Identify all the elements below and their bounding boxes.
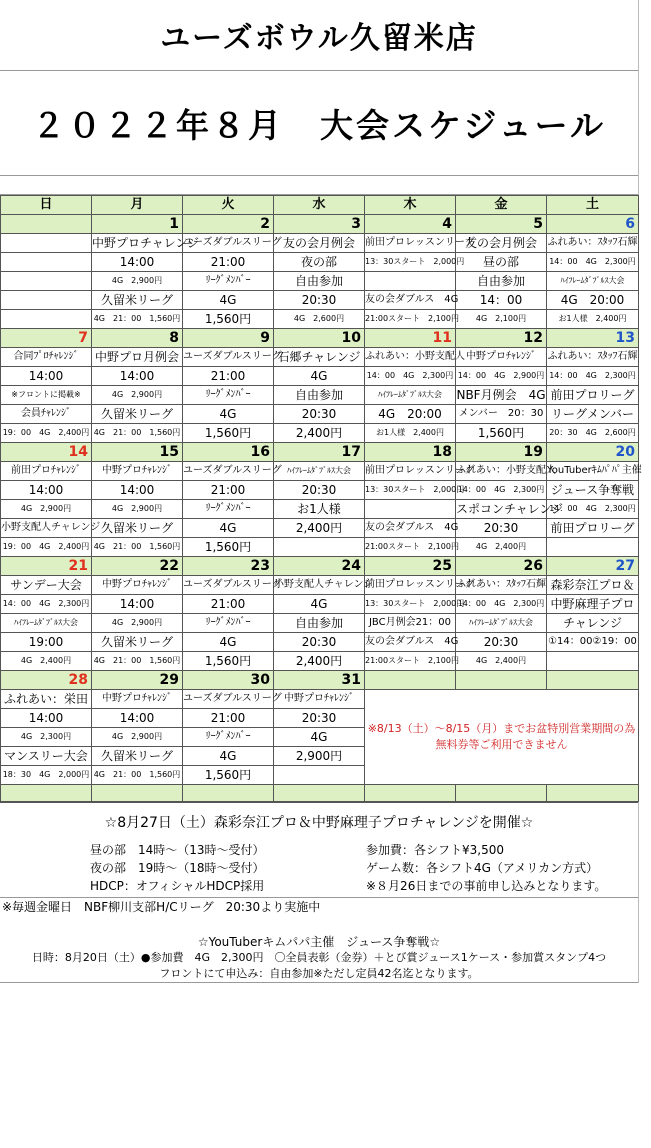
event-cell: 1,560円 xyxy=(183,538,274,557)
entry-deadline: ※８月26日までの事前申し込みとなります。 xyxy=(366,879,607,893)
event-cell: 4G 21：00 1,560円 xyxy=(92,652,183,671)
weekday-label: 土 xyxy=(547,196,639,215)
date-number: 1 xyxy=(92,215,183,234)
event-cell: 4G 2,900円 xyxy=(92,728,183,747)
event-row xyxy=(1,481,639,500)
event-cell: ユーズダブルスリーグ xyxy=(183,234,274,253)
date-number: 18 xyxy=(365,443,456,462)
event-cell: メンバー 20：30 xyxy=(456,405,547,424)
event-cell: ﾘｰｸﾞﾒﾝﾊﾞｰ xyxy=(183,386,274,405)
event-cell xyxy=(274,538,365,557)
event-cell xyxy=(365,500,456,519)
event-cell: 4G 2,900円 xyxy=(1,500,92,519)
footer-band-cell xyxy=(1,785,92,802)
event-cell: チャレンジ xyxy=(547,614,639,633)
event-cell: 中野プロﾁｬﾚﾝｼﾞ xyxy=(92,690,183,709)
event-cell: 前田プロレッスンリーグ xyxy=(365,576,456,595)
event-cell: ※フロントに掲載※ xyxy=(1,386,92,405)
event-cell: 自由参加 xyxy=(456,272,547,291)
store-name: ユーズボウル久留米店 xyxy=(0,0,638,71)
event-cell xyxy=(365,272,456,291)
event-cell: 久留米リーグ xyxy=(92,291,183,310)
event-row xyxy=(1,405,639,424)
date-row xyxy=(1,671,639,690)
event-cell: 4G 21：00 1,560円 xyxy=(92,766,183,785)
event-cell: 中野プロﾁｬﾚﾝｼﾞ xyxy=(92,576,183,595)
event-cell: 4G xyxy=(183,747,274,766)
date-number: 26 xyxy=(456,557,547,576)
event-cell: 自由参加 xyxy=(274,272,365,291)
event-row xyxy=(1,348,639,367)
event-row xyxy=(1,500,639,519)
event-cell: 4G xyxy=(183,519,274,538)
event-cell: お1人様 2,400円 xyxy=(547,310,639,329)
weekday-label: 金 xyxy=(456,196,547,215)
event-cell: 4G 21：00 1,560円 xyxy=(92,538,183,557)
date-number: 30 xyxy=(183,671,274,690)
day-session: 昼の部 14時～（13時～受付） xyxy=(90,843,265,857)
event-row xyxy=(1,253,639,272)
event-cell: 21:00 xyxy=(183,481,274,500)
event-cell: 20:30 xyxy=(456,633,547,652)
event-cell xyxy=(1,310,92,329)
date-number: 28 xyxy=(1,671,92,690)
event-cell: 14:00 xyxy=(92,253,183,272)
event-cell: 19：00 4G 2,400円 xyxy=(1,424,92,443)
footer-band-cell xyxy=(547,785,639,802)
event-cell: 中野プロﾁｬﾚﾝｼﾞ xyxy=(456,348,547,367)
event-cell: お1人様 2,400円 xyxy=(365,424,456,443)
date-number: 7 xyxy=(1,329,92,348)
event-cell: 21:00 xyxy=(183,367,274,386)
event-cell: 2,400円 xyxy=(274,424,365,443)
schedule-title: ２０２２年８月 大会スケジュール xyxy=(0,71,638,176)
date-number: 17 xyxy=(274,443,365,462)
date-row xyxy=(1,329,639,348)
event-cell: ふれあい：ｽﾀｯﾌ石輝 xyxy=(547,348,639,367)
calendar-table xyxy=(0,195,642,802)
event-cell: 4G 2,400円 xyxy=(456,538,547,557)
event-cell: 中野プロﾁｬﾚﾝｼﾞ xyxy=(274,690,365,709)
date-number: 23 xyxy=(183,557,274,576)
event-cell: ユーズダブルスリーグ xyxy=(183,348,274,367)
event-cell: 20:30 xyxy=(274,405,365,424)
event-cell: ﾊｲﾌﾚｰﾑﾀﾞﾌﾞﾙｽ大会 xyxy=(365,386,456,405)
footer-band-row xyxy=(1,785,639,802)
event-cell: 4G 21：00 1,560円 xyxy=(92,424,183,443)
event-cell xyxy=(1,291,92,310)
event-cell: 14:00 xyxy=(1,481,92,500)
footer-band-cell xyxy=(365,785,456,802)
date-number: 10 xyxy=(274,329,365,348)
event-cell: 久留米リーグ xyxy=(92,633,183,652)
event-cell: 4G xyxy=(274,595,365,614)
event-cell: 13：30スタート 2,000円 xyxy=(365,595,456,614)
event-row xyxy=(1,690,639,709)
event-cell: ﾊｲﾌﾚｰﾑﾀﾞﾌﾞﾙｽ大会 xyxy=(274,462,365,481)
event-cell: 前田プロレッスンリーグ xyxy=(365,462,456,481)
event-cell: 中野プロチャレンジ xyxy=(92,234,183,253)
date-number xyxy=(365,671,456,690)
event-cell: 中野プロﾁｬﾚﾝｼﾞ xyxy=(92,462,183,481)
event-cell: 19：00 4G 2,400円 xyxy=(1,538,92,557)
weekday-label: 木 xyxy=(365,196,456,215)
event-cell: JBC月例会21：00 xyxy=(365,614,456,633)
spacer-row xyxy=(0,176,638,195)
event-cell: 14：00 xyxy=(456,291,547,310)
event-row xyxy=(1,519,639,538)
event-cell: 14：00 4G 2,300円 xyxy=(456,481,547,500)
event-cell: ユーズダブルスリーグ xyxy=(183,690,274,709)
event-cell: 4G 2,600円 xyxy=(274,310,365,329)
date-row xyxy=(1,443,639,462)
date-number: 21 xyxy=(1,557,92,576)
date-number: 13 xyxy=(547,329,639,348)
event-cell: お1人様 xyxy=(274,500,365,519)
event-cell: 21:00 xyxy=(183,709,274,728)
event-cell: 21:00 xyxy=(183,253,274,272)
date-number: 25 xyxy=(365,557,456,576)
date-number: 3 xyxy=(274,215,365,234)
event-cell: 1,560円 xyxy=(183,310,274,329)
event-cell: 20:30 xyxy=(274,291,365,310)
date-number: 14 xyxy=(1,443,92,462)
event-cell: 4G 2,900円 xyxy=(92,500,183,519)
event-row xyxy=(1,576,639,595)
footer-band-cell xyxy=(183,785,274,802)
event-row xyxy=(1,367,639,386)
event-row xyxy=(1,386,639,405)
event-cell: 久留米リーグ xyxy=(92,519,183,538)
event-cell: 14：00 4G 2,300円 xyxy=(1,595,92,614)
youtuber-detail: 日時：8月20日（土）●参加費 4G 2,300円 〇全員表彰（金券）＋とび賞ジュース1ケース・参加賞スタンプ4つ xyxy=(31,951,607,964)
event-cell: 21:00スタート 2,100円 xyxy=(365,652,456,671)
date-number: 11 xyxy=(365,329,456,348)
event-cell: 18：30 4G 2,000円 xyxy=(1,766,92,785)
event-cell: 4G 2,100円 xyxy=(456,310,547,329)
hdcp-rule: HDCP：オフィシャルHDCP採用 xyxy=(90,879,265,893)
event-cell: 4G 2,400円 xyxy=(456,652,547,671)
event-cell: 14:00 xyxy=(92,709,183,728)
holiday-note: ※8/13（土）～8/15（月）までお盆特別営業期間の為無料券等ご利用できません xyxy=(365,690,639,785)
event-cell: YouTuberｷﾑﾊﾟﾊﾟ主催 xyxy=(547,462,639,481)
date-number: 27 xyxy=(547,557,639,576)
date-row xyxy=(1,557,639,576)
date-number: 2 xyxy=(183,215,274,234)
event-cell: 4G 2,900円 xyxy=(92,614,183,633)
event-row xyxy=(1,595,639,614)
footer-band-cell xyxy=(456,785,547,802)
date-number: 22 xyxy=(92,557,183,576)
event-cell: 14:00 xyxy=(92,367,183,386)
event-cell: 友の会ダブルス 4G xyxy=(365,519,456,538)
event-row xyxy=(1,538,639,557)
date-number: 5 xyxy=(456,215,547,234)
event-cell: 14：00 4G 2,300円 xyxy=(547,367,639,386)
youtuber-entry: フロントにて申込み：自由参加※ただし定員42名迄となります。 xyxy=(0,966,638,983)
event-cell: 4G xyxy=(183,291,274,310)
event-cell: ﾊｲﾌﾚｰﾑﾀﾞﾌﾞﾙｽ大会 xyxy=(547,272,639,291)
event-cell: ふれあい：小野支配人 xyxy=(456,462,547,481)
event-cell: ﾘｰｸﾞﾒﾝﾊﾞｰ xyxy=(183,614,274,633)
event-cell: 14：00 4G 2,900円 xyxy=(456,367,547,386)
event-cell: 1,560円 xyxy=(456,424,547,443)
event-cell: 前田プロﾁｬﾚﾝｼﾞ xyxy=(1,462,92,481)
date-number: 31 xyxy=(274,671,365,690)
event-cell: 2,400円 xyxy=(274,652,365,671)
weekday-header-row xyxy=(1,196,639,215)
event-cell: 14:00 xyxy=(92,481,183,500)
event-cell: ふれあい：ｽﾀｯﾌ石輝 xyxy=(547,234,639,253)
event-cell: 4G 2,900円 xyxy=(92,272,183,291)
event-cell: 4G xyxy=(274,728,365,747)
event-cell: ①14：00②19：00 xyxy=(547,633,639,652)
nbf-note: ※毎週金曜日 NBF柳川支部H/Cリーグ 20:30より実施中 xyxy=(0,897,638,916)
event-cell: 4G xyxy=(183,405,274,424)
event-cell: 合同ﾌﾟﾛﾁｬﾚﾝｼﾞ xyxy=(1,348,92,367)
event-cell: ﾘｰｸﾞﾒﾝﾊﾞｰ xyxy=(183,728,274,747)
event-row xyxy=(1,652,639,671)
event-cell: 友の会ダブルス 4G xyxy=(365,633,456,652)
event-cell: 21:00スタート 2,100円 xyxy=(365,310,456,329)
event-cell: 20:30 xyxy=(274,709,365,728)
event-row xyxy=(1,462,639,481)
date-number: 29 xyxy=(92,671,183,690)
event-cell: 14：00 4G 2,300円 xyxy=(456,595,547,614)
event-cell: 21:00スタート 2,100円 xyxy=(365,538,456,557)
weekday-label: 日 xyxy=(1,196,92,215)
date-number xyxy=(1,215,92,234)
event-cell: 1,560円 xyxy=(183,424,274,443)
date-number: 16 xyxy=(183,443,274,462)
event-cell: ユーズダブルスリーグ xyxy=(183,576,274,595)
event-cell: 4G 20:00 xyxy=(365,405,456,424)
event-cell: ﾊｲﾌﾚｰﾑﾀﾞﾌﾞﾙｽ大会 xyxy=(456,614,547,633)
event-cell: 4G xyxy=(274,367,365,386)
event-cell: リーグメンバー xyxy=(547,405,639,424)
event-cell: ふれあい：栄田 xyxy=(1,690,92,709)
event-cell xyxy=(1,253,92,272)
event-cell: 前田プロリーグ xyxy=(547,519,639,538)
event-cell: マンスリー大会 xyxy=(1,747,92,766)
event-cell: 森彩奈江プロ＆ xyxy=(547,576,639,595)
event-cell: 小野支配人チャレンジ xyxy=(274,576,365,595)
event-cell: ユーズダブルスリーグ xyxy=(183,462,274,481)
event-cell: 石郷チャレンジ xyxy=(274,348,365,367)
event-cell: ふれあい：小野支配人 xyxy=(365,348,456,367)
event-cell: 久留米リーグ xyxy=(92,405,183,424)
event-cell: NBF月例会 4G xyxy=(456,386,547,405)
event-cell: 2,400円 xyxy=(274,519,365,538)
event-cell: スポコンチャレンジ xyxy=(456,500,547,519)
event-cell: 13：30スタート 2,000円 xyxy=(365,253,456,272)
event-section xyxy=(0,802,638,983)
event-cell: 友の会ダブルス 4G xyxy=(365,291,456,310)
game-count: ゲーム数：各シフト4G（アメリカン方式） xyxy=(366,861,599,875)
weekday-label: 水 xyxy=(274,196,365,215)
event-cell: 4G xyxy=(183,633,274,652)
event-row xyxy=(1,272,639,291)
event-cell: 21:00 xyxy=(183,595,274,614)
event-cell: 久留米リーグ xyxy=(92,747,183,766)
event-cell: 4G 2,400円 xyxy=(1,652,92,671)
date-number: 12 xyxy=(456,329,547,348)
event-cell: 自由参加 xyxy=(274,386,365,405)
event-cell: 昼の部 xyxy=(456,253,547,272)
event-cell: 14：00 4G 2,300円 xyxy=(547,500,639,519)
event-cell: 14：00 4G 2,300円 xyxy=(365,367,456,386)
event-cell: ﾊｲﾌﾚｰﾑﾀﾞﾌﾞﾙｽ大会 xyxy=(1,614,92,633)
event-cell: ﾘｰｸﾞﾒﾝﾊﾞｰ xyxy=(183,500,274,519)
event-row xyxy=(1,310,639,329)
event-cell: ﾘｰｸﾞﾒﾝﾊﾞｰ xyxy=(183,272,274,291)
event-row xyxy=(1,614,639,633)
date-number: 15 xyxy=(92,443,183,462)
event-cell xyxy=(1,272,92,291)
event-cell: 19:00 xyxy=(1,633,92,652)
entry-fee: 参加費：各シフト¥3,500 xyxy=(366,843,504,857)
event-cell: 友の会月例会 xyxy=(274,234,365,253)
event-cell: 小野支配人チャレンジ xyxy=(1,519,92,538)
event-cell: 1,560円 xyxy=(183,766,274,785)
event-cell: 友の会月例会 xyxy=(456,234,547,253)
date-number: 20 xyxy=(547,443,639,462)
event-cell: 4G 21：00 1,560円 xyxy=(92,310,183,329)
youtuber-title: ☆YouTuberキムパパ主催 ジュース争奪戦☆ xyxy=(197,935,441,949)
footer-band-cell xyxy=(274,785,365,802)
event-cell: 自由参加 xyxy=(274,614,365,633)
date-number xyxy=(456,671,547,690)
event-info xyxy=(0,841,638,897)
event-cell: 1,560円 xyxy=(183,652,274,671)
weekday-label: 月 xyxy=(92,196,183,215)
event-cell xyxy=(547,538,639,557)
event-cell xyxy=(547,652,639,671)
event-cell: 4G 2,300円 xyxy=(1,728,92,747)
event-cell: 14:00 xyxy=(1,367,92,386)
event-cell: 13：30スタート 2,000円 xyxy=(365,481,456,500)
date-row xyxy=(1,215,639,234)
event-cell: 中野麻理子プロ xyxy=(547,595,639,614)
event-cell: 20：30 4G 2,600円 xyxy=(547,424,639,443)
event-cell: 14:00 xyxy=(92,595,183,614)
event-row xyxy=(1,424,639,443)
date-number: 8 xyxy=(92,329,183,348)
event-cell: 4G 20:00 xyxy=(547,291,639,310)
event-cell: 14：00 4G 2,300円 xyxy=(547,253,639,272)
event-cell: ジュース争奪戦 xyxy=(547,481,639,500)
event-cell: 20:30 xyxy=(274,633,365,652)
event-cell: 20:30 xyxy=(456,519,547,538)
date-number: 4 xyxy=(365,215,456,234)
footer-band-cell xyxy=(92,785,183,802)
event-cell xyxy=(1,234,92,253)
event-cell: 前田プロレッスンリーグ xyxy=(365,234,456,253)
date-number: 19 xyxy=(456,443,547,462)
event-cell: 会員ﾁｬﾚﾝｼﾞ xyxy=(1,405,92,424)
weekday-label: 火 xyxy=(183,196,274,215)
event-cell xyxy=(274,766,365,785)
date-number: 24 xyxy=(274,557,365,576)
date-number xyxy=(547,671,639,690)
event-cell: 20:30 xyxy=(274,481,365,500)
event-cell: 14:00 xyxy=(1,709,92,728)
event-cell: ふれあい：ｽﾀｯﾌ石輝 xyxy=(456,576,547,595)
date-number: 9 xyxy=(183,329,274,348)
event-cell: 夜の部 xyxy=(274,253,365,272)
event-row xyxy=(1,291,639,310)
event-row xyxy=(1,633,639,652)
date-number: 6 xyxy=(547,215,639,234)
event-cell: サンデー大会 xyxy=(1,576,92,595)
event-row xyxy=(1,234,639,253)
night-session: 夜の部 19時～（18時～受付） xyxy=(90,861,265,875)
event-headline: ☆8月27日（土）森彩奈江プロ＆中野麻理子プロチャレンジを開催☆ xyxy=(104,815,534,831)
event-cell: 中野プロ月例会 xyxy=(92,348,183,367)
event-cell: 2,900円 xyxy=(274,747,365,766)
event-cell: 4G 2,900円 xyxy=(92,386,183,405)
event-cell: 前田プロリーグ xyxy=(547,386,639,405)
